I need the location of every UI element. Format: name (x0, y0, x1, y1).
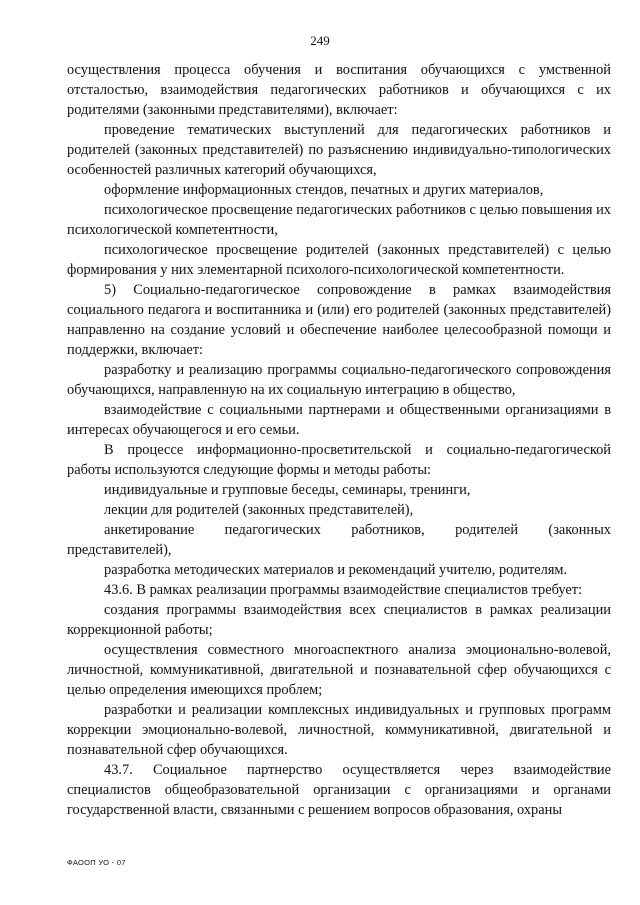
paragraph: проведение тематических выступлений для педагогических работников и родителей (законных представителей) по разъяснению индивидуально-типологических особенностей различных категорий обучающихся, (67, 122, 611, 178)
page-number: 249 (310, 33, 330, 48)
paragraph: 5) Социально-педагогическое сопровождение в рамках взаимодействия социального педагога и воспитанника и (или) его родителей (законных представителей) направленно на создание условий и обеспечение наиболее целесообразной помощи и поддержки, включает: (67, 282, 611, 358)
paragraph: психологическое просвещение педагогических работников с целью повышения их психологической компетентности, (67, 202, 611, 238)
paragraph: разработку и реализацию программы социально-педагогического сопровождения обучающихся, направленную на их социальную интеграцию в общество, (67, 362, 611, 398)
paragraph: В процессе информационно-просветительской и социально-педагогической работы используются следующие формы и методы работы: (67, 442, 611, 478)
paragraph: лекции для родителей (законных представителей), (104, 502, 414, 518)
paragraph: психологическое просвещение родителей (законных представителей) с целью формирования у них элементарной психолого-психологической компетентности. (67, 242, 611, 278)
paragraph: разработка методических материалов и рекомендаций учителю, родителям. (104, 562, 568, 578)
section-heading: 43.6. В рамках реализации программы взаимодействие специалистов требует: (104, 582, 583, 598)
footer-code: ФАООП УО - 07 (67, 858, 126, 867)
paragraph: оформление информационных стендов, печатных и других материалов, (104, 182, 544, 198)
paragraph: 43.7. Социальное партнерство осуществляется через взаимодействие специалистов общеобразовательной организации с организациями и органами государственной власти, связанными с решением вопросов образования, охраны (67, 762, 611, 818)
document-body (67, 60, 611, 820)
paragraph: осуществления совместного многоаспектного анализа эмоционально-волевой, личностной, коммуникативной, двигательной и познавательной сфер обучающихся с целью определения имеющихся проблем; (67, 642, 611, 698)
paragraph: осуществления процесса обучения и воспитания обучающихся с умственной отсталостью, взаимодействия педагогических работников и обучающихся с их родителями (законными представителями), включает: (67, 62, 611, 118)
paragraph: взаимодействие с социальными партнерами и общественными организациями в интересах обучающегося и его семьи. (67, 402, 611, 438)
paragraph: разработки и реализации комплексных индивидуальных и групповых программ коррекции эмоционально-волевой, личностной, коммуникативной, двигательной и познавательной сфер обучающихся. (67, 702, 611, 758)
paragraph: создания программы взаимодействия всех специалистов в рамках реализации коррекционной работы; (67, 602, 611, 638)
paragraph: анкетирование педагогических работников, родителей (законных представителей), (67, 522, 611, 558)
paragraph: индивидуальные и групповые беседы, семинары, тренинги, (104, 482, 471, 498)
